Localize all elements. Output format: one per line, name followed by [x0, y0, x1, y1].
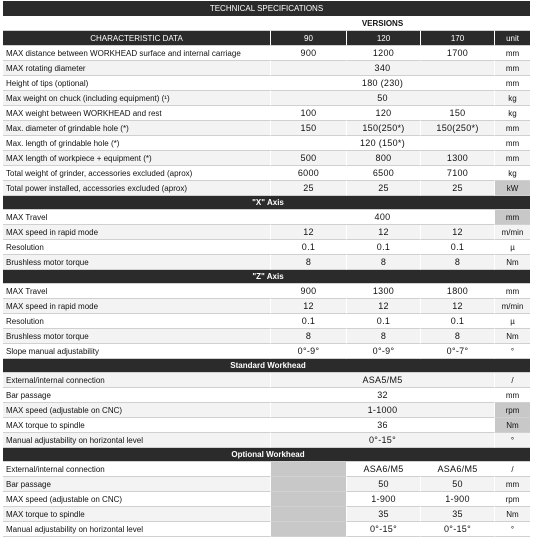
spec-label: External/internal connection: [3, 462, 270, 477]
spec-value-version-120: 150(250*): [346, 121, 420, 136]
spec-value-version-90: 12: [270, 225, 346, 240]
standard-workhead-row: [3, 373, 530, 388]
x-axis-row: [3, 255, 530, 270]
spec-value-version-120: 0°-9°: [346, 344, 420, 359]
spec-label: Resolution: [3, 314, 270, 329]
spec-unit: mm: [494, 46, 530, 61]
spec-label: Brushless motor torque: [3, 329, 270, 344]
spec-label: MAX speed (adjustable on CNC): [3, 492, 270, 507]
spec-value-version-120: 800: [346, 151, 420, 166]
general-row: [3, 61, 530, 76]
spec-value-version-90: 900: [270, 46, 346, 61]
spec-unit: mm: [494, 151, 530, 166]
spec-label: Slope manual adjustability: [3, 344, 270, 359]
spec-value-version-90: 500: [270, 151, 346, 166]
spec-label: MAX rotating diameter: [3, 61, 270, 76]
spec-value-version-120: 1200: [346, 46, 420, 61]
general-row: [3, 151, 530, 166]
header-version-120: 120: [346, 31, 420, 46]
versions-row: [3, 16, 530, 31]
spec-value-version-170: 7100: [420, 166, 494, 181]
spec-value-version-170: 0°-15°: [420, 522, 494, 537]
spec-label: MAX speed in rapid mode: [3, 225, 270, 240]
standard-workhead-row: [3, 403, 530, 418]
spec-value-version-170: ASA6/M5: [420, 462, 494, 477]
spec-label: Max weight on chuck (including equipment) (¹): [3, 91, 270, 106]
general-row: [3, 121, 530, 136]
spec-label: Bar passage: [3, 388, 270, 403]
spec-unit: °: [494, 433, 530, 448]
spec-unit: kg: [494, 91, 530, 106]
spec-value-all-versions: 120 (150*): [270, 136, 494, 151]
spec-unit: mm: [494, 210, 530, 225]
spec-label: MAX Travel: [3, 284, 270, 299]
spec-label: External/internal connection: [3, 373, 270, 388]
spec-unit: kg: [494, 166, 530, 181]
spec-unit: Nm: [494, 255, 530, 270]
technical-specifications-sheet: [3, 1, 530, 537]
spec-value-all-versions: 180 (230): [270, 76, 494, 91]
spec-value-version-90: [270, 462, 346, 477]
spec-label: Manual adjustability on horizontal level: [3, 433, 270, 448]
spec-value-version-90: [270, 492, 346, 507]
spec-value-version-90: 900: [270, 284, 346, 299]
z-axis-row: [3, 284, 530, 299]
spec-value-all-versions: ASA5/M5: [270, 373, 494, 388]
spec-value-version-120: ASA6/M5: [346, 462, 420, 477]
spec-label: Max. diameter of grindable hole (*): [3, 121, 270, 136]
spec-value-version-170: 150: [420, 106, 494, 121]
spec-value-version-120: 0.1: [346, 240, 420, 255]
spec-label: MAX torque to spindle: [3, 507, 270, 522]
spec-value-version-120: 6500: [346, 166, 420, 181]
spec-label: MAX Travel: [3, 210, 270, 225]
spec-value-all-versions: 32: [270, 388, 494, 403]
z-axis-section-header: [3, 270, 530, 284]
spec-unit: m/min: [494, 225, 530, 240]
spec-value-version-120: 35: [346, 507, 420, 522]
spec-value-version-120: 12: [346, 299, 420, 314]
spec-unit: Nm: [494, 418, 530, 433]
spec-value-version-90: 0.1: [270, 314, 346, 329]
versions-label: VERSIONS: [270, 16, 494, 31]
general-row: [3, 46, 530, 61]
optional-workhead-row: [3, 492, 530, 507]
z-axis-row: [3, 344, 530, 359]
z-axis-row: [3, 314, 530, 329]
spec-unit: rpm: [494, 492, 530, 507]
versions-unit-spacer: [494, 16, 530, 31]
spec-value-version-90: 0°-9°: [270, 344, 346, 359]
spec-value-version-170: 1800: [420, 284, 494, 299]
spec-value-version-170: 1300: [420, 151, 494, 166]
standard-workhead-row: [3, 433, 530, 448]
standard-workhead-row: [3, 388, 530, 403]
general-row: [3, 106, 530, 121]
spec-value-all-versions: 36: [270, 418, 494, 433]
spec-value-version-170: 35: [420, 507, 494, 522]
spec-value-version-90: 8: [270, 255, 346, 270]
standard-workhead-row: [3, 418, 530, 433]
spec-label: Height of tips (optional): [3, 76, 270, 91]
spec-value-version-120: 1-900: [346, 492, 420, 507]
spec-unit: kg: [494, 106, 530, 121]
spec-label: Bar passage: [3, 477, 270, 492]
spec-value-version-170: 1700: [420, 46, 494, 61]
spec-value-version-90: [270, 507, 346, 522]
spec-value-version-170: 50: [420, 477, 494, 492]
spec-value-version-90: 8: [270, 329, 346, 344]
z-axis-row: [3, 299, 530, 314]
spec-value-all-versions: 400: [270, 210, 494, 225]
spec-unit: rpm: [494, 403, 530, 418]
spec-unit: m/min: [494, 299, 530, 314]
spec-value-version-90: 150: [270, 121, 346, 136]
spec-value-version-170: 0°-7°: [420, 344, 494, 359]
spec-label: MAX torque to spindle: [3, 418, 270, 433]
spec-value-version-120: 12: [346, 225, 420, 240]
spec-value-version-120: 25: [346, 181, 420, 196]
spec-value-version-120: 120: [346, 106, 420, 121]
spec-value-version-170: 8: [420, 255, 494, 270]
optional-workhead-section-title: Optional Workhead: [3, 448, 530, 462]
spec-unit: °: [494, 522, 530, 537]
spec-unit: µ: [494, 314, 530, 329]
table-header-row: [3, 31, 530, 46]
spec-unit: mm: [494, 284, 530, 299]
optional-workhead-row: [3, 462, 530, 477]
spec-unit: Nm: [494, 329, 530, 344]
spec-value-version-90: 12: [270, 299, 346, 314]
x-axis-section-header: [3, 196, 530, 210]
spec-label: Resolution: [3, 240, 270, 255]
spec-value-version-120: 0°-15°: [346, 522, 420, 537]
spec-value-version-120: 1300: [346, 284, 420, 299]
general-row: [3, 91, 530, 106]
optional-workhead-row: [3, 477, 530, 492]
spec-value-all-versions: 50: [270, 91, 494, 106]
spec-value-version-90: [270, 522, 346, 537]
spec-unit: mm: [494, 121, 530, 136]
optional-workhead-section-header: [3, 448, 530, 462]
spec-value-version-90: 25: [270, 181, 346, 196]
header-version-90: 90: [270, 31, 346, 46]
spec-unit: mm: [494, 388, 530, 403]
spec-value-version-170: 0.1: [420, 314, 494, 329]
spec-label: Total weight of grinder, accessories excluded (aprox): [3, 166, 270, 181]
spec-unit: µ: [494, 240, 530, 255]
spec-value-version-170: 12: [420, 225, 494, 240]
spec-label: Brushless motor torque: [3, 255, 270, 270]
x-axis-row: [3, 240, 530, 255]
header-unit: unit: [494, 31, 530, 46]
spec-value-version-170: 8: [420, 329, 494, 344]
spec-value-all-versions: 340: [270, 61, 494, 76]
header-characteristic: CHARACTERISTIC DATA: [3, 31, 270, 46]
general-row: [3, 136, 530, 151]
spec-unit: mm: [494, 477, 530, 492]
spec-value-version-170: 0.1: [420, 240, 494, 255]
spec-value-version-170: 12: [420, 299, 494, 314]
spec-label: MAX distance between WORKHEAD surface and internal carriage: [3, 46, 270, 61]
sheet-title: TECHNICAL SPECIFICATIONS: [3, 1, 530, 16]
spec-label: MAX weight between WORKHEAD and rest: [3, 106, 270, 121]
specifications-table: [3, 16, 530, 537]
spec-value-version-170: 150(250*): [420, 121, 494, 136]
spec-value-version-120: 0.1: [346, 314, 420, 329]
general-row: [3, 181, 530, 196]
spec-unit: /: [494, 462, 530, 477]
optional-workhead-row: [3, 522, 530, 537]
spec-value-version-90: 100: [270, 106, 346, 121]
spec-value-all-versions: 1-1000: [270, 403, 494, 418]
spec-label: Manual adjustability on horizontal level: [3, 522, 270, 537]
z-axis-section-title: "Z" Axis: [3, 270, 530, 284]
spec-value-all-versions: 0°-15°: [270, 433, 494, 448]
spec-value-version-90: 0.1: [270, 240, 346, 255]
spec-unit: mm: [494, 76, 530, 91]
spec-unit: kW: [494, 181, 530, 196]
spec-value-version-170: 1-900: [420, 492, 494, 507]
spec-unit: mm: [494, 61, 530, 76]
header-version-170: 170: [420, 31, 494, 46]
standard-workhead-section-header: [3, 359, 530, 373]
spec-unit: /: [494, 373, 530, 388]
spec-unit: Nm: [494, 507, 530, 522]
spec-label: MAX length of workpiece + equipment (*): [3, 151, 270, 166]
general-row: [3, 166, 530, 181]
spec-value-version-120: 8: [346, 329, 420, 344]
x-axis-row: [3, 210, 530, 225]
spec-value-version-120: 8: [346, 255, 420, 270]
spec-value-version-170: 25: [420, 181, 494, 196]
spec-label: MAX speed in rapid mode: [3, 299, 270, 314]
spec-value-version-90: 6000: [270, 166, 346, 181]
optional-workhead-row: [3, 507, 530, 522]
x-axis-row: [3, 225, 530, 240]
z-axis-row: [3, 329, 530, 344]
general-row: [3, 76, 530, 91]
spec-value-version-120: 50: [346, 477, 420, 492]
spec-unit: mm: [494, 136, 530, 151]
spec-unit: °: [494, 344, 530, 359]
spec-value-version-90: [270, 477, 346, 492]
spec-label: Total power installed, accessories excluded (aprox): [3, 181, 270, 196]
standard-workhead-section-title: Standard Workhead: [3, 359, 530, 373]
spec-label: Max. length of grindable hole (*): [3, 136, 270, 151]
spec-label: MAX speed (adjustable on CNC): [3, 403, 270, 418]
x-axis-section-title: "X" Axis: [3, 196, 530, 210]
versions-spacer: [3, 16, 270, 31]
